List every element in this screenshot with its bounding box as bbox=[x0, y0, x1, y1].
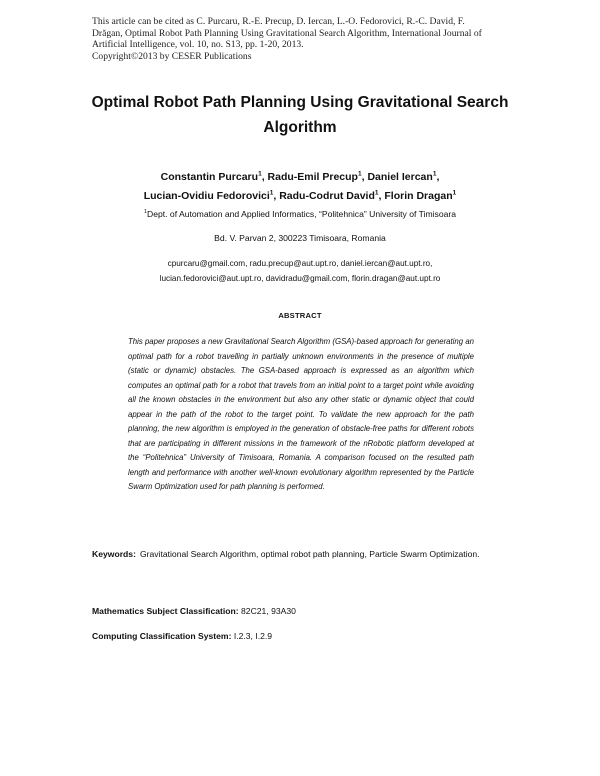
author-affil-mark: 1 bbox=[258, 170, 262, 178]
email-line: cpurcaru@gmail.com, radu.precup@aut.upt.ro, daniel.iercan@aut.upt.ro, bbox=[167, 259, 433, 268]
author-list bbox=[40, 168, 560, 206]
author-line bbox=[40, 168, 560, 187]
author-name: Constantin Purcaru bbox=[160, 171, 259, 183]
author-separator: , bbox=[361, 171, 368, 183]
author-name: Radu-Codrut David bbox=[279, 190, 375, 202]
keywords-label: Keywords: bbox=[92, 549, 136, 559]
keywords bbox=[92, 546, 508, 563]
ccs-classification bbox=[92, 630, 508, 642]
ccs-label: Computing Classification System: bbox=[92, 631, 232, 641]
copyright-line: Copyright©2013 by CESER Publications bbox=[92, 50, 252, 62]
author-line bbox=[40, 187, 560, 206]
author-name: Daniel Iercan bbox=[367, 171, 433, 183]
author-affil-mark: 1 bbox=[452, 189, 457, 197]
email-list bbox=[40, 256, 560, 286]
citation-line: Drăgan, Optimal Robot Path Planning Using Gravitational Search Algorithm, International Journal of bbox=[92, 27, 482, 39]
affiliation bbox=[40, 208, 560, 220]
citation-line: Artificial Intelligence, vol. 10, no. S13, pp. 1-20, 2013. bbox=[92, 39, 304, 50]
ccs-codes: I.2.3, I.2.9 bbox=[231, 631, 273, 641]
author-affil-mark: 1 bbox=[374, 189, 379, 197]
msc-label: Mathematics Subject Classification: bbox=[92, 606, 239, 616]
paper-title bbox=[60, 90, 540, 140]
title-line: Optimal Robot Path Planning Using Gravitational Search bbox=[91, 94, 509, 111]
email-line: lucian.fedorovici@aut.upt.ro, davidradu@gmail.com, florin.dragan@aut.upt.ro bbox=[159, 274, 441, 283]
author-affil-mark: 1 bbox=[432, 170, 437, 178]
affiliation-mark: 1 bbox=[143, 209, 147, 216]
affiliation-text: Dept. of Automation and Applied Informatics, “Politehnica” University of Timisoara bbox=[147, 209, 457, 219]
author-separator: , bbox=[436, 171, 440, 183]
author-name: Lucian-Ovidiu Fedorovici bbox=[143, 190, 270, 202]
author-separator: , bbox=[378, 190, 385, 202]
abstract-heading: ABSTRACT bbox=[278, 311, 322, 320]
author-name: Radu-Emil Precup bbox=[267, 171, 358, 183]
postal-address: Bd. V. Parvan 2, 300223 Timisoara, Romania bbox=[214, 233, 386, 243]
citation-block bbox=[92, 16, 532, 62]
msc-codes: 82C21, 93A30 bbox=[238, 606, 296, 616]
keywords-text: Gravitational Search Algorithm, optimal robot path planning, Particle Swarm Optimization. bbox=[139, 549, 480, 559]
author-affil-mark: 1 bbox=[357, 170, 362, 178]
abstract-text: This paper proposes a new Gravitational Search Algorithm (GSA)-based approach for generating an optimal path for a robot travelling in partially unknown environments in the presence of multiple (static or dynamic) obstacles. The GSA-based approach is expressed as an algorithm which computes an optimal path for a robot that travels from an initial point to a target point while avoiding all the known obstacles in the environment but also any other static or dynamic object that could appear in the path of the robot to the target point. To validate the new approach for the path planning, the new algorithm is employed in the generation of obstacle-free paths for different robots that are participating in different missions in the framework of the nRobotic platform developed at the “Politehnica” University of Timisoara, Romania. A comparison focused on the resulted path length and performance with another well-known evolutionary algorithm represented by the Particle Swarm Optimization used for path planning is performed. bbox=[128, 337, 474, 491]
msc-classification bbox=[92, 605, 508, 617]
author-name: Florin Dragan bbox=[384, 190, 453, 202]
author-affil-mark: 1 bbox=[269, 189, 274, 197]
author-separator: , bbox=[261, 171, 268, 183]
citation-line: This article can be cited as C. Purcaru, R.-E. Precup, D. Iercan, L.-O. Fedorovici, R.-C. David, F. bbox=[92, 16, 465, 27]
title-line: Algorithm bbox=[263, 119, 337, 136]
author-separator: , bbox=[273, 190, 280, 202]
